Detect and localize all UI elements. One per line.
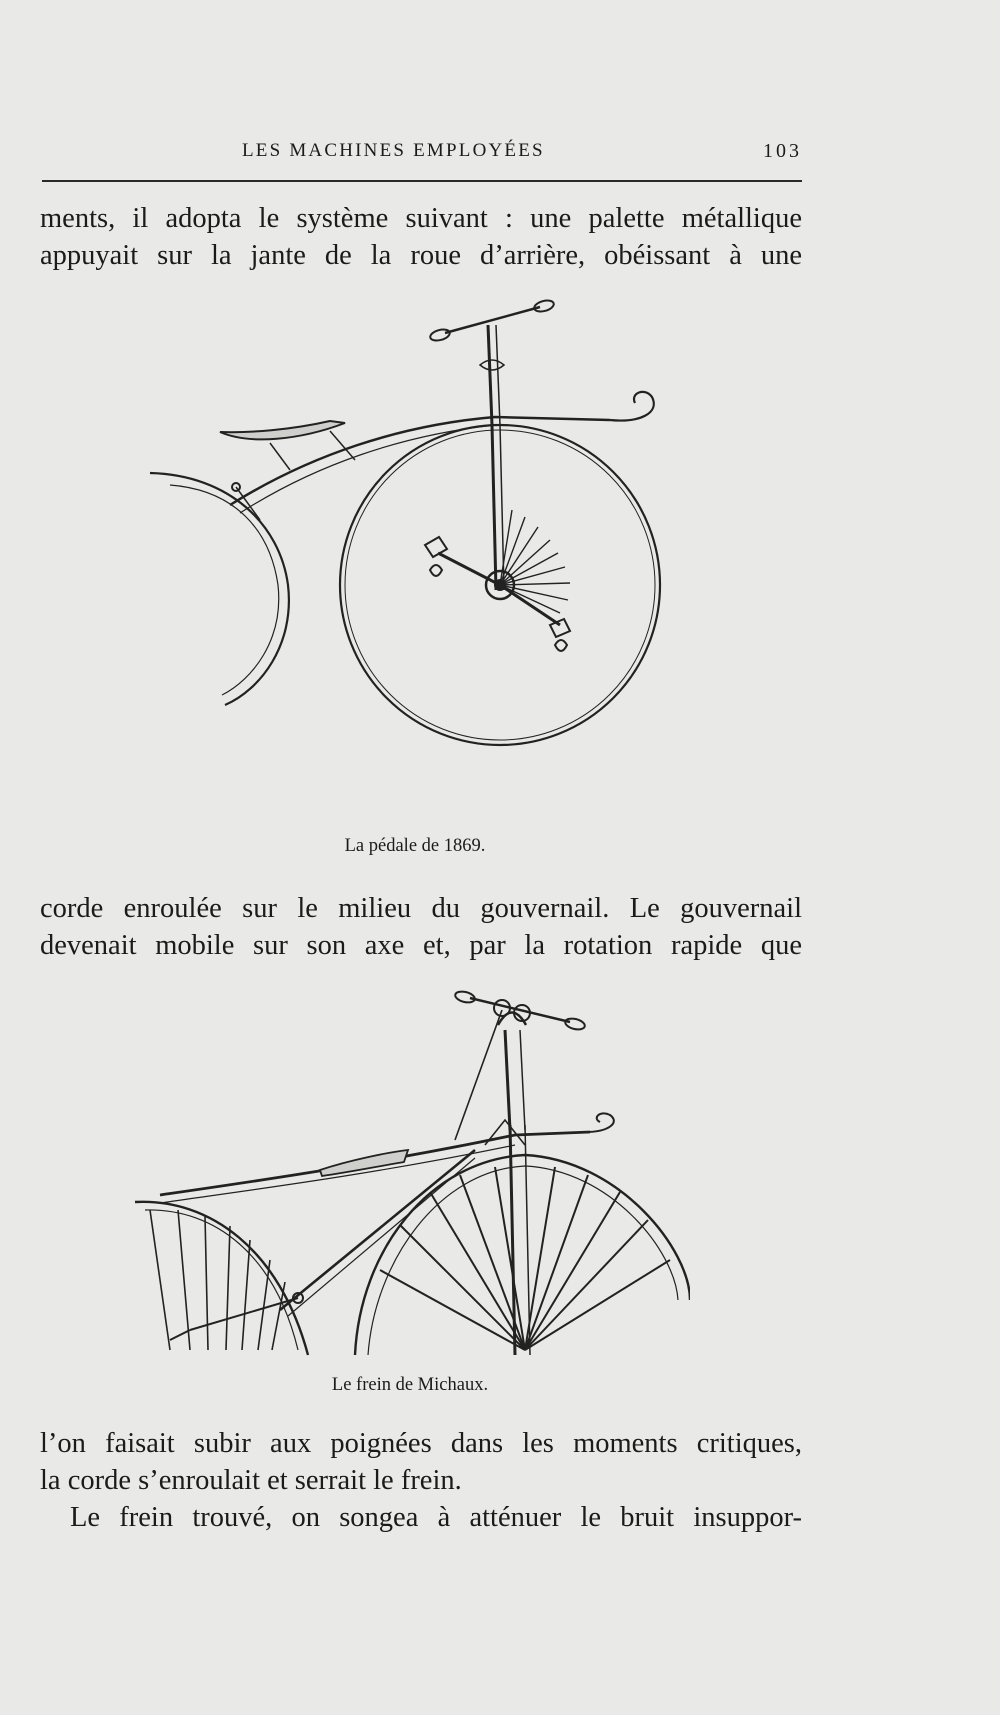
text-line: l’on faisait subir aux poignées dans les moments critiques, — [40, 1428, 802, 1459]
figure-pedal-1869 — [140, 295, 680, 825]
figure-caption: La pédale de 1869. — [344, 836, 486, 856]
text-line: la corde s’enroulait et serrait le frein. — [40, 1465, 462, 1496]
figure-caption: Le frein de Michaux. — [331, 1375, 489, 1395]
running-header — [42, 138, 802, 168]
text-line: devenait mobile sur son axe et, par la rotation rapide que — [40, 930, 802, 961]
page-number: 103 — [763, 140, 802, 162]
paragraph-middle — [40, 890, 802, 964]
text-line: ments, il adopta le système suivant : une palette métallique — [40, 203, 802, 234]
paragraph-bottom — [40, 1425, 802, 1536]
running-title: LES MACHINES EMPLOYÉES — [242, 140, 545, 161]
figure-michaux-brake — [130, 970, 690, 1370]
text-line: appuyait sur la jante de la roue d’arrière, obéissant à une — [40, 240, 802, 271]
text-line: corde enroulée sur le milieu du gouvernail. Le gouvernail — [40, 893, 802, 924]
paragraph-top — [40, 200, 802, 274]
header-rule — [42, 180, 802, 182]
text-line: Le frein trouvé, on songea à atténuer le bruit insuppor- — [70, 1502, 802, 1533]
